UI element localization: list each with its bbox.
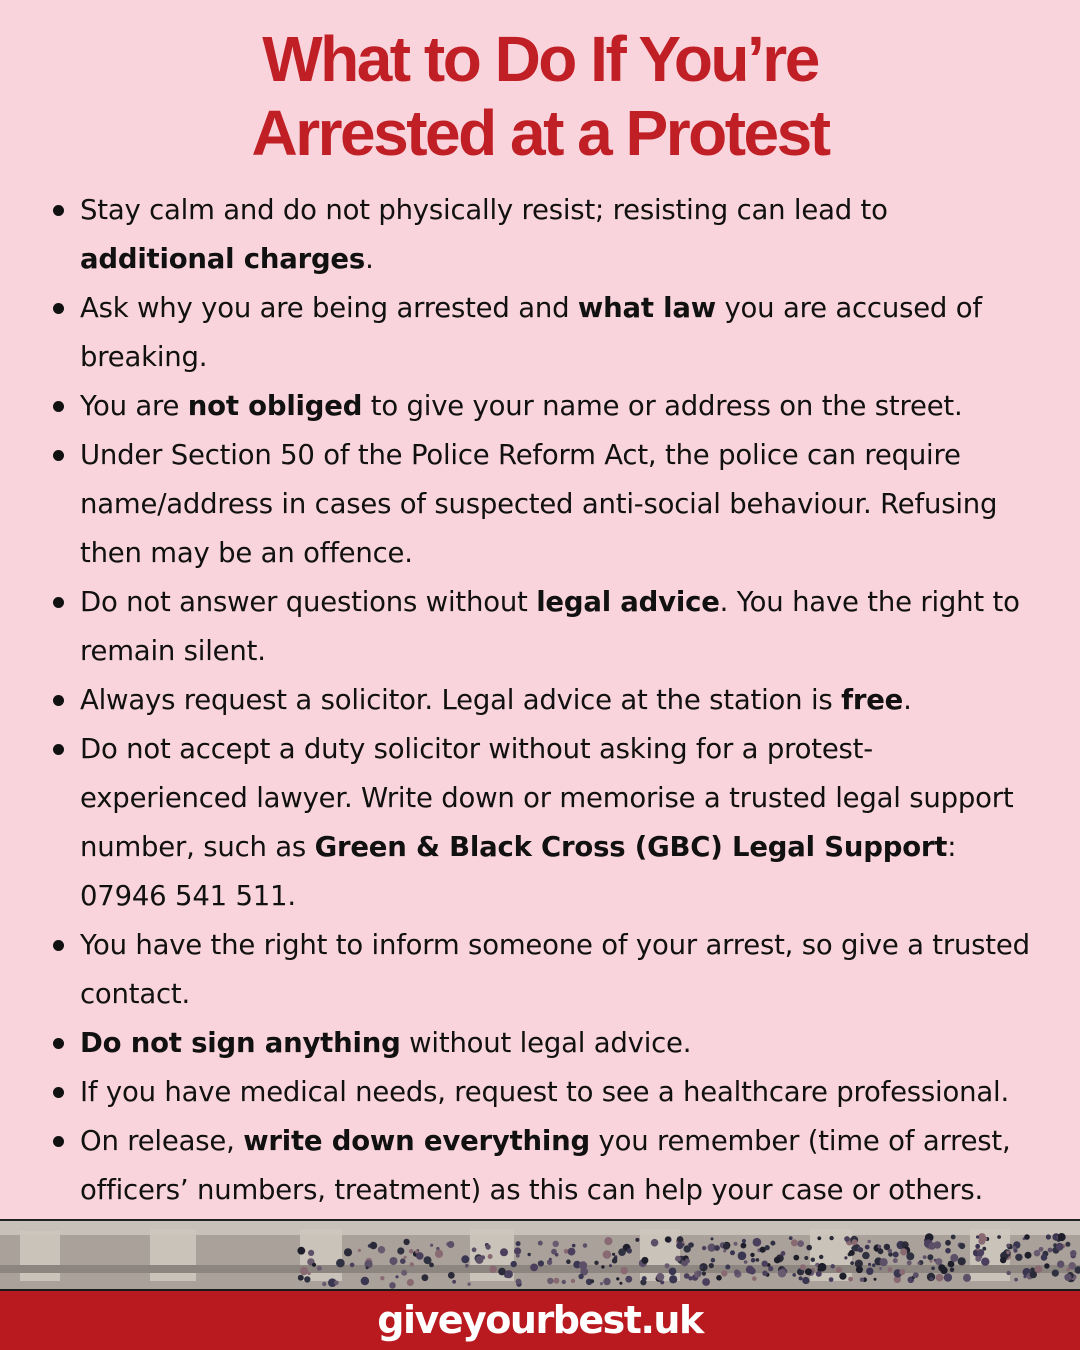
crowd-figure bbox=[725, 1265, 730, 1270]
crowd-figure bbox=[836, 1267, 842, 1273]
item-bold-text: write down everything bbox=[243, 1125, 591, 1157]
crowd-figure bbox=[404, 1256, 407, 1259]
crowd-figure bbox=[723, 1249, 726, 1252]
crowd-figure bbox=[549, 1258, 552, 1261]
crowd-figure bbox=[676, 1242, 683, 1249]
item-bold-text: not obliged bbox=[187, 390, 363, 422]
crowd-figure bbox=[1015, 1254, 1022, 1261]
crowd-figure bbox=[1069, 1262, 1076, 1269]
crowd-figure bbox=[336, 1259, 345, 1268]
crowd-figure bbox=[749, 1268, 756, 1275]
item-text: Do not accept a duty solicitor without asking for a protest-experienced lawyer. Write down or memorise a trusted legal support number, such as bbox=[80, 733, 1014, 863]
item-text: You are bbox=[80, 390, 188, 422]
crowd-figure bbox=[1057, 1261, 1064, 1268]
crowd-figure bbox=[751, 1258, 756, 1263]
item-bold-text: additional charges bbox=[80, 243, 366, 275]
crowd-figure bbox=[711, 1258, 716, 1263]
item-text: You have the right to inform someone of your arrest, so give a trusted contact. bbox=[80, 929, 1030, 1010]
crowd-figure bbox=[844, 1236, 850, 1242]
crowd-figure bbox=[888, 1267, 893, 1272]
crowd-figure bbox=[849, 1250, 855, 1256]
crowd-figure bbox=[959, 1243, 965, 1249]
crowd-figure bbox=[866, 1268, 873, 1275]
item-bold-text: what law bbox=[577, 292, 716, 324]
crowd-figure bbox=[1006, 1271, 1010, 1275]
crowd-figure bbox=[744, 1260, 748, 1264]
crowd-figure bbox=[702, 1278, 710, 1286]
crowd-figure bbox=[409, 1249, 414, 1254]
crowd-figure bbox=[858, 1247, 863, 1252]
crowd-figure bbox=[702, 1246, 706, 1250]
list-item bbox=[80, 186, 1040, 284]
crowd-figure bbox=[848, 1277, 853, 1282]
crowd-figure bbox=[1024, 1234, 1030, 1240]
crowd-figure bbox=[366, 1266, 369, 1269]
crowd-figure bbox=[572, 1244, 576, 1248]
crowd-figure bbox=[753, 1238, 762, 1247]
crowd-figure bbox=[568, 1248, 576, 1256]
crowd-figure bbox=[1058, 1233, 1066, 1241]
crowd-figure bbox=[488, 1254, 493, 1259]
crowd-figure bbox=[430, 1244, 433, 1247]
crowd-figure bbox=[609, 1264, 612, 1267]
item-text: you are accused of breaking. bbox=[80, 292, 982, 373]
item-bold-text: Green & Black Cross (GBC) Legal Support bbox=[314, 831, 948, 863]
crowd-figure bbox=[583, 1243, 588, 1248]
website-url[interactable]: giveyourbest.uk bbox=[377, 1298, 703, 1342]
crowd-figure bbox=[498, 1268, 506, 1276]
crowd-figure bbox=[762, 1271, 767, 1276]
list-item bbox=[80, 284, 1040, 382]
crowd-figure bbox=[1025, 1252, 1032, 1259]
crowd-figure bbox=[370, 1242, 378, 1250]
crowd-figure bbox=[797, 1240, 804, 1247]
crowd-figure bbox=[500, 1248, 508, 1256]
crowd-figure bbox=[312, 1263, 316, 1267]
crowd-figure bbox=[716, 1275, 722, 1281]
crowd-figure bbox=[950, 1254, 958, 1262]
crowd-figure bbox=[945, 1248, 951, 1254]
crowd-figure bbox=[831, 1264, 835, 1268]
crowd-figure bbox=[298, 1275, 304, 1281]
crowd-figure bbox=[850, 1261, 854, 1265]
crowd-figure bbox=[511, 1261, 517, 1267]
list-item bbox=[80, 1117, 1040, 1215]
crowd-figure bbox=[839, 1273, 846, 1280]
crowd-figure bbox=[1066, 1268, 1070, 1272]
crowd-figure bbox=[625, 1276, 632, 1283]
crowd-figure bbox=[709, 1263, 714, 1268]
crowd-figure bbox=[756, 1258, 760, 1262]
crowd-figure bbox=[1044, 1263, 1049, 1268]
crowd-figure bbox=[621, 1267, 628, 1274]
crowd-figure bbox=[958, 1257, 966, 1265]
crowd-figure bbox=[878, 1248, 884, 1254]
item-text: : 07946 541 511. bbox=[80, 831, 957, 912]
crowd-figure bbox=[1030, 1271, 1037, 1278]
crowd-figure bbox=[697, 1271, 702, 1276]
crowd-figure bbox=[817, 1236, 821, 1240]
crowd-figure bbox=[877, 1245, 881, 1249]
crowd-figure bbox=[635, 1238, 639, 1242]
crowd-figure bbox=[752, 1276, 757, 1281]
crowd-figure bbox=[852, 1239, 858, 1245]
crowd-figure bbox=[791, 1239, 798, 1246]
crowd-figure bbox=[1034, 1250, 1041, 1257]
crowd-figure bbox=[1048, 1248, 1053, 1253]
crowd-figure bbox=[975, 1256, 981, 1262]
crowd-figure bbox=[601, 1265, 604, 1268]
crowd-figure bbox=[656, 1273, 664, 1281]
crowd-figure bbox=[350, 1263, 355, 1268]
crowd-figure bbox=[768, 1266, 773, 1271]
crowd-figure bbox=[475, 1256, 483, 1264]
crowd-figure bbox=[829, 1236, 833, 1240]
crowd-figure bbox=[1056, 1243, 1064, 1251]
crowd-figure bbox=[781, 1251, 786, 1256]
crowd-figure bbox=[472, 1247, 477, 1252]
crowd-figure bbox=[934, 1241, 941, 1248]
crowd-figure bbox=[571, 1279, 575, 1283]
crowd-figure bbox=[641, 1257, 648, 1264]
crowd-figure bbox=[604, 1237, 612, 1245]
crowd-figure bbox=[811, 1258, 815, 1262]
crowd-figure bbox=[390, 1257, 398, 1265]
list-item bbox=[80, 431, 1040, 578]
crowd-figure bbox=[893, 1252, 899, 1258]
crowd-figure bbox=[416, 1252, 424, 1260]
item-text: Under Section 50 of the Police Reform Act, the police can require name/address in cases of suspected anti-social behaviour. Refusing then may be an offence. bbox=[80, 439, 998, 569]
crowd-figure bbox=[603, 1250, 612, 1259]
crowd-figure bbox=[410, 1262, 414, 1266]
crowd-figure bbox=[514, 1247, 521, 1254]
crowd-figure bbox=[789, 1236, 793, 1240]
crowd-figure bbox=[723, 1243, 730, 1250]
crowd-figure bbox=[380, 1276, 384, 1280]
crowd-figure bbox=[603, 1278, 610, 1285]
crowd-figure bbox=[950, 1268, 955, 1273]
crowd-figure bbox=[677, 1236, 683, 1242]
crowd-figure bbox=[616, 1277, 619, 1280]
crowd-figure bbox=[688, 1276, 692, 1280]
crowd-figure bbox=[997, 1235, 1001, 1239]
crowd-figure bbox=[665, 1263, 670, 1268]
item-text: to give your name or address on the street. bbox=[362, 390, 963, 422]
crowd-figure bbox=[505, 1270, 513, 1278]
crowd-figure bbox=[874, 1278, 877, 1281]
crowd-figure bbox=[900, 1248, 907, 1255]
crowd-figure bbox=[730, 1250, 735, 1255]
crowd-figure bbox=[945, 1240, 951, 1246]
advice-list bbox=[80, 186, 1040, 1215]
crowd-figure bbox=[797, 1270, 801, 1274]
crowd-figure bbox=[930, 1260, 933, 1263]
crowd-figure bbox=[721, 1270, 727, 1276]
crowd-figure bbox=[935, 1258, 942, 1265]
crowd-figure bbox=[435, 1250, 443, 1258]
crowd-figure bbox=[1041, 1254, 1048, 1261]
crowd-figure bbox=[800, 1264, 806, 1270]
crowd-figure bbox=[907, 1260, 912, 1265]
crowd-figure bbox=[702, 1272, 706, 1276]
crowd-figure bbox=[553, 1241, 559, 1247]
crowd-figure bbox=[923, 1255, 927, 1259]
crowd-figure bbox=[361, 1277, 369, 1285]
list-item bbox=[80, 676, 1040, 725]
crowd-figure bbox=[619, 1282, 622, 1285]
item-bold-text: legal advice bbox=[536, 586, 720, 618]
crowd-figure bbox=[880, 1258, 888, 1266]
crowd-figure bbox=[618, 1248, 626, 1256]
crowd-illustration bbox=[0, 1221, 1080, 1291]
crowd-figure bbox=[401, 1270, 407, 1276]
crowd-figure bbox=[893, 1258, 898, 1263]
crowd-figure bbox=[975, 1244, 980, 1249]
crowd-figure bbox=[516, 1254, 520, 1258]
item-bold-text: free bbox=[841, 684, 904, 716]
crowd-figure bbox=[447, 1241, 454, 1248]
page-title bbox=[0, 22, 1080, 170]
list-item bbox=[80, 1019, 1040, 1068]
crowd-figure bbox=[1014, 1278, 1018, 1282]
crowd-figure bbox=[714, 1245, 720, 1251]
crowd-figure bbox=[734, 1242, 738, 1246]
crowd-figure bbox=[452, 1280, 456, 1284]
crowd-figure bbox=[397, 1247, 404, 1254]
crowd-figure bbox=[485, 1244, 490, 1249]
crowd-figure bbox=[819, 1255, 823, 1259]
crowd-figure bbox=[578, 1274, 583, 1279]
list-item bbox=[80, 725, 1040, 921]
crowd-figure bbox=[951, 1235, 956, 1240]
item-text: Ask why you are being arrested and bbox=[80, 292, 578, 324]
crowd-figure bbox=[931, 1267, 935, 1271]
crowd-figure bbox=[742, 1243, 746, 1247]
crowd-figure bbox=[613, 1257, 617, 1261]
crowd-figure bbox=[594, 1261, 598, 1265]
item-text: On release, bbox=[80, 1125, 244, 1157]
crowd-figure bbox=[516, 1279, 522, 1285]
crowd-figure bbox=[627, 1248, 632, 1253]
crowd-figure bbox=[344, 1248, 352, 1256]
crowd-figure bbox=[530, 1264, 538, 1272]
list-item bbox=[80, 578, 1040, 676]
crowd-figure bbox=[612, 1253, 615, 1256]
crowd-figure bbox=[816, 1271, 822, 1277]
crowd-figure bbox=[734, 1269, 740, 1275]
item-text: Stay calm and do not physically resist; resisting can lead to bbox=[80, 194, 888, 226]
crowd-figure bbox=[553, 1278, 559, 1284]
crowd-figure bbox=[461, 1255, 469, 1263]
crowd-figure bbox=[1070, 1250, 1077, 1257]
item-text: . bbox=[365, 243, 374, 275]
crowd-figure bbox=[562, 1280, 566, 1284]
item-text: Do not answer questions without bbox=[80, 586, 537, 618]
crowd-figure bbox=[913, 1272, 919, 1278]
crowd-figure bbox=[538, 1260, 544, 1266]
crowd-figure bbox=[938, 1264, 945, 1271]
title-line-2: Arrested at a Protest bbox=[251, 97, 829, 169]
crowd-figure bbox=[660, 1280, 664, 1284]
crowd-figure bbox=[317, 1266, 322, 1271]
item-text: without legal advice. bbox=[400, 1027, 692, 1059]
crowd-figure bbox=[334, 1281, 339, 1286]
crowd-figure bbox=[805, 1268, 812, 1275]
crowd-figure bbox=[400, 1258, 406, 1264]
crowd-figure bbox=[918, 1262, 921, 1265]
crowd-figure bbox=[555, 1253, 559, 1257]
crowd-figure bbox=[467, 1282, 470, 1285]
item-text: . You have the right to remain silent. bbox=[80, 586, 1020, 667]
crowd-figure bbox=[829, 1277, 834, 1282]
crowd-figure bbox=[700, 1266, 703, 1269]
crowd-figure bbox=[976, 1235, 979, 1238]
crowd-figure bbox=[868, 1240, 871, 1243]
crowd-figure bbox=[774, 1257, 781, 1264]
crowd-figure bbox=[528, 1253, 531, 1256]
crowd-figure bbox=[304, 1276, 310, 1282]
crowd-figure bbox=[300, 1267, 308, 1275]
crowd-figure bbox=[516, 1241, 521, 1246]
crowd-figure bbox=[879, 1267, 882, 1270]
crowd-figure bbox=[1023, 1275, 1026, 1278]
crowd-figure bbox=[1064, 1274, 1071, 1281]
crowd-figure bbox=[865, 1245, 870, 1250]
crowd-figure bbox=[872, 1263, 876, 1267]
crowd-figure bbox=[936, 1274, 944, 1282]
item-text: Always request a solicitor. Legal advice at the station is bbox=[80, 684, 842, 716]
crowd-figure bbox=[669, 1268, 677, 1276]
crowd-figure bbox=[489, 1266, 496, 1273]
crowd-figure bbox=[358, 1249, 361, 1252]
crowd-figure bbox=[738, 1252, 747, 1261]
list-item bbox=[80, 921, 1040, 1019]
crowd-figure bbox=[802, 1277, 809, 1284]
item-text: you remember (time of arrest, officers’ numbers, treatment) as this can help your case or others. bbox=[80, 1125, 1011, 1206]
crowd-figure bbox=[685, 1258, 690, 1263]
crowd-figure bbox=[547, 1278, 553, 1284]
crowd-figure bbox=[1065, 1242, 1070, 1247]
crowd-figure bbox=[762, 1261, 768, 1267]
crowd-figure bbox=[675, 1256, 681, 1262]
crowd-figure bbox=[978, 1238, 985, 1245]
crowd-figure bbox=[407, 1279, 414, 1286]
crowd-figure bbox=[424, 1256, 432, 1264]
crowd-figure bbox=[856, 1266, 863, 1273]
item-bold-text: Do not sign anything bbox=[80, 1027, 401, 1059]
crowd-figure bbox=[804, 1256, 808, 1260]
crowd-figure bbox=[806, 1245, 812, 1251]
crowd-figure bbox=[1013, 1249, 1017, 1253]
crowd-figure bbox=[844, 1256, 847, 1259]
crowd-figure bbox=[1000, 1257, 1006, 1263]
crowd-figure bbox=[651, 1239, 659, 1247]
crowd-figure bbox=[538, 1241, 543, 1246]
crowd-figure bbox=[963, 1274, 971, 1282]
crowd-figure bbox=[642, 1276, 647, 1281]
crowd-figure bbox=[403, 1239, 409, 1245]
crowd-figure bbox=[793, 1255, 799, 1261]
crowd-figure bbox=[860, 1278, 864, 1282]
crowd-figure bbox=[465, 1264, 469, 1268]
crowd-figure bbox=[884, 1244, 890, 1250]
crowd-figure bbox=[851, 1246, 855, 1250]
crowd-figure bbox=[308, 1272, 311, 1275]
crowd-figure bbox=[378, 1246, 385, 1253]
crowd-figure bbox=[944, 1273, 952, 1281]
crowd-figure bbox=[899, 1269, 905, 1275]
crowd-figure bbox=[1006, 1251, 1009, 1254]
crowd-figure bbox=[395, 1275, 398, 1278]
list-item bbox=[80, 1068, 1040, 1117]
protest-crowd-photo bbox=[0, 1219, 1080, 1291]
crowd-figure bbox=[930, 1277, 934, 1281]
item-text: If you have medical needs, request to see a healthcare professional. bbox=[80, 1076, 1009, 1108]
crowd-figure bbox=[765, 1245, 770, 1250]
crowd-figure bbox=[927, 1254, 933, 1260]
crowd-figure bbox=[862, 1252, 870, 1260]
crowd-figure bbox=[770, 1241, 775, 1246]
crowd-figure bbox=[364, 1260, 372, 1268]
crowd-figure bbox=[665, 1237, 671, 1243]
crowd-figure bbox=[297, 1247, 305, 1255]
crowd-figure bbox=[600, 1282, 603, 1285]
crowd-figure bbox=[711, 1237, 714, 1240]
crowd-figure bbox=[566, 1259, 571, 1264]
crowd-figure bbox=[422, 1274, 429, 1281]
crowd-figure bbox=[590, 1279, 594, 1283]
title-line-1: What to Do If You’re bbox=[262, 23, 818, 95]
crowd-figure bbox=[689, 1242, 694, 1247]
crowd-figure bbox=[389, 1282, 396, 1289]
item-text: . bbox=[903, 684, 912, 716]
crowd-figure bbox=[792, 1273, 796, 1277]
crowd-figure bbox=[778, 1269, 786, 1277]
crowd-figure bbox=[750, 1253, 754, 1257]
crowd-figure bbox=[868, 1263, 871, 1266]
crowd-figure bbox=[448, 1272, 455, 1279]
crowd-figure bbox=[1006, 1244, 1010, 1248]
crowd-figure bbox=[981, 1258, 989, 1266]
footer-bar bbox=[0, 1289, 1080, 1350]
crowd-figure bbox=[1052, 1270, 1059, 1277]
crowd-figure bbox=[322, 1282, 326, 1286]
crowd-figure bbox=[669, 1275, 677, 1283]
crowd-figure bbox=[982, 1247, 986, 1251]
list-item bbox=[80, 382, 1040, 431]
crowd-figure bbox=[1046, 1234, 1051, 1239]
crowd-figure bbox=[308, 1250, 314, 1256]
crowd-figure bbox=[742, 1239, 746, 1243]
crowd-figure bbox=[799, 1276, 803, 1280]
